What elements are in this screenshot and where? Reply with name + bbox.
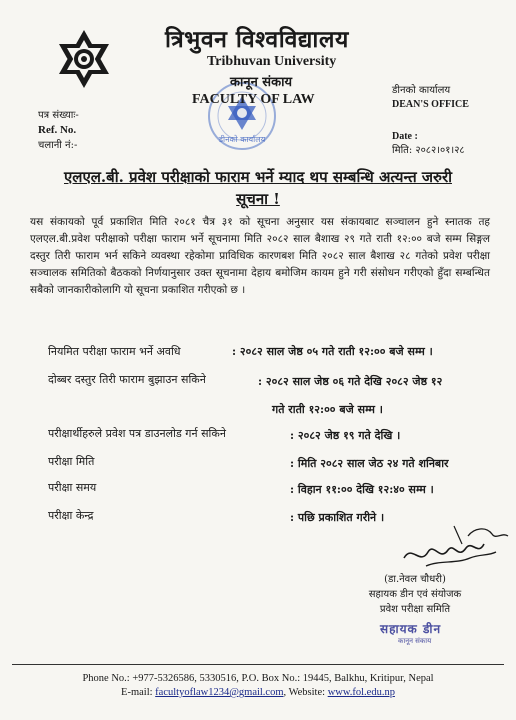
schedule-value-admit-card: : २०८२ जेष्ठ १९ गते देखि । [290,429,401,442]
schedule-value-exam-date: : मिति २०८२ साल जेठ २४ गते शनिबार [290,457,449,470]
signatory-name: (डा.नेवल चौधरी) [384,574,446,585]
faculty-name-english: FACULTY OF LAW [192,92,315,107]
footer-divider [12,664,504,665]
dean-office-block [392,84,469,112]
faculty-name-nepali: कानून संकाय [230,75,292,90]
signatory-title-2: प्रवेश परीक्षा समिति [379,604,451,615]
schedule-label-regular: नियमित परीक्षा फाराम भर्ने अवधि [48,345,181,358]
schedule-value-double-fee: : २०८२ साल जेष्ठ ०६ गते देखि २०८२ जेष्ठ १२ [258,375,443,388]
dean-office-nepali: डीनको कार्यालय [392,85,451,96]
footer-contact: Phone No.: +977-5326586, 5330516, P.O. Box No.: 19445, Balkhu, Kritipur, Nepal [82,673,434,684]
assistant-dean-stamp: सहायक डीन [380,622,442,636]
assistant-dean-stamp-sub: कानून संकाय [398,637,432,645]
reference-block [38,108,79,153]
dean-office-english: DEAN'S OFFICE [392,99,469,110]
date-value: मिति: २०८२।०१।२८ [392,145,465,156]
schedule-label-exam-time: परीक्षा समय [48,481,97,494]
schedule-label-exam-date: परीक्षा मिति [48,455,95,468]
chalani-label: चलानी नं:- [38,140,78,151]
ref-no-label: Ref. No. [38,124,77,136]
date-block [392,130,465,158]
schedule-value-double-fee-cont: गते राती १२:०० बजे सम्म । [272,403,383,416]
date-label: Date : [392,131,418,142]
title-line-1: एलएल.बी. प्रवेश परीक्षाको फाराम भर्ने म्याद थप सम्बन्धि अत्यन्त जरुरी [64,168,452,186]
notice-title [30,166,486,210]
schedule-value-regular: : २०८२ साल जेष्ठ ०५ गते राती १२:०० बजे सम्म । [232,345,433,358]
schedule-value-exam-time: : विहान ११:०० देखि १२:४० सम्म । [290,483,434,496]
footer-email-link[interactable]: facultyoflaw1234@gmail.com [155,687,284,698]
schedule-value-exam-center: : पछि प्रकाशित गरीने । [290,511,385,524]
schedule-label-admit-card: परीक्षार्थीहरुले प्रवेश पत्र डाउनलोड गर्न सकिने [48,427,226,440]
university-name-english: Tribhuvan University [207,54,337,69]
university-name-nepali: त्रिभुवन विश्वविद्यालय [165,26,349,53]
schedule-label-double-fee: दोब्बर दस्तुर तिरी फाराम बुझाउन सकिने [48,373,206,386]
footer-website-label: , Website: [283,687,328,698]
signature-block [330,572,500,617]
title-line-2: सूचना ! [236,190,280,208]
tribhuvan-university-logo [55,28,113,90]
schedule-label-exam-center: परीक्षा केन्द्र [48,509,94,522]
footer-website-link[interactable]: www.fol.edu.np [327,687,395,698]
footer [10,672,506,700]
dean-office-seal [206,80,278,152]
patra-sankhya-label: पत्र संख्याः- [38,110,79,121]
svg-text:डीनको कार्यालय: डीनको कार्यालय [218,135,266,144]
signatory-title-1: सहायक डीन एवं संयोजक [368,589,462,600]
notice-body: यस संकायको पूर्व प्रकाशित मिति २०८१ चैत्र ३१ को सूचना अनुसार यस संकायबाट सञ्चालन हुने स्नातक तह एलएल.बी.प्रवेश परीक्षाको परीक्षा फाराम भर्ने सूचनामा मिति २०८२ साल बैशाख २९ गते राती १२:०० बजे सम्म सिङ्गल दस्तुर तिरी फाराम भर्न सकिने व्यवस्था रहेकोमा प्राविधिक कारणबश मिति २०८२ साल बैशाख २८ गतेको प्रवेश परीक्षा सञ्चालक समितिको बैठकको निर्णयानुसार उक्त सूचनामा देहाय बमोजिम कायम हुने गरी संसोधन गरीएको हुँदा सम्बन्धित सबैको जानकारीकोलागि यो सूचना प्रकाशित गरीएको छ । [30,216,490,296]
handwritten-signature [396,522,514,572]
footer-email-label: E-mail: [121,687,156,698]
